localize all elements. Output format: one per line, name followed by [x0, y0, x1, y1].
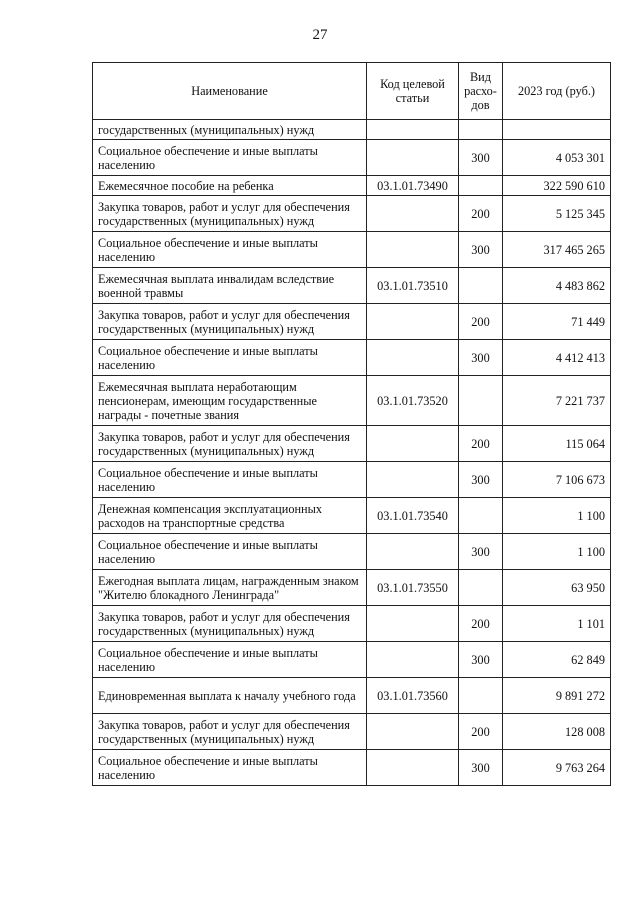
table-row: [93, 498, 611, 534]
table-row: [93, 232, 611, 268]
table-row: [93, 570, 611, 606]
row-name-cell: Закупка товаров, работ и услуг для обеспечения государственных (муниципальных) нужд: [93, 714, 367, 750]
row-code-cell: [367, 606, 459, 642]
row-amount-cell: 7 106 673: [503, 462, 611, 498]
row-type-cell: 200: [459, 196, 503, 232]
header-row: [93, 63, 611, 120]
row-amount-cell: 1 101: [503, 606, 611, 642]
row-name-cell: Социальное обеспечение и иные выплаты населению: [93, 642, 367, 678]
row-name-cell: Закупка товаров, работ и услуг для обеспечения государственных (муниципальных) нужд: [93, 606, 367, 642]
header-name: Наименование: [93, 63, 367, 120]
table-header: [93, 63, 611, 120]
row-name-cell: Денежная компенсация эксплуатационных расходов на транспортные средства: [93, 498, 367, 534]
row-code-cell: [367, 304, 459, 340]
row-amount-cell: 1 100: [503, 498, 611, 534]
row-amount-cell: 4 053 301: [503, 140, 611, 176]
table-row: [93, 120, 611, 140]
row-amount-cell: 4 483 862: [503, 268, 611, 304]
row-type-cell: 200: [459, 426, 503, 462]
row-amount-cell: 322 590 610: [503, 176, 611, 196]
row-amount-cell: 63 950: [503, 570, 611, 606]
row-name-cell: Социальное обеспечение и иные выплаты населению: [93, 462, 367, 498]
row-name-cell: Единовременная выплата к началу учебного года: [93, 678, 367, 714]
row-type-cell: 200: [459, 714, 503, 750]
row-type-cell: 300: [459, 462, 503, 498]
row-code-cell: [367, 196, 459, 232]
header-code: Код целевой статьи: [367, 63, 459, 120]
table-row: [93, 462, 611, 498]
table-row: [93, 714, 611, 750]
row-name-cell: Ежемесячное пособие на ребенка: [93, 176, 367, 196]
table-row: [93, 606, 611, 642]
row-code-cell: 03.1.01.73560: [367, 678, 459, 714]
row-amount-cell: 9 891 272: [503, 678, 611, 714]
header-type: Вид расхо-дов: [459, 63, 503, 120]
row-amount-cell: 317 465 265: [503, 232, 611, 268]
row-type-cell: 300: [459, 750, 503, 786]
table-row: [93, 268, 611, 304]
row-type-cell: 200: [459, 304, 503, 340]
row-name-cell: Социальное обеспечение и иные выплаты населению: [93, 232, 367, 268]
row-amount-cell: [503, 120, 611, 140]
table-row: [93, 376, 611, 426]
table-row: [93, 176, 611, 196]
table-row: [93, 534, 611, 570]
row-name-cell: Закупка товаров, работ и услуг для обеспечения государственных (муниципальных) нужд: [93, 196, 367, 232]
row-amount-cell: 128 008: [503, 714, 611, 750]
row-code-cell: [367, 462, 459, 498]
row-code-cell: 03.1.01.73510: [367, 268, 459, 304]
row-amount-cell: 5 125 345: [503, 196, 611, 232]
row-code-cell: [367, 140, 459, 176]
row-amount-cell: 1 100: [503, 534, 611, 570]
row-code-cell: [367, 232, 459, 268]
row-name-cell: государственных (муниципальных) нужд: [93, 120, 367, 140]
row-type-cell: 300: [459, 232, 503, 268]
table-row: [93, 140, 611, 176]
row-type-cell: [459, 176, 503, 196]
table-row: [93, 426, 611, 462]
row-name-cell: Закупка товаров, работ и услуг для обеспечения государственных (муниципальных) нужд: [93, 304, 367, 340]
row-code-cell: [367, 340, 459, 376]
row-code-cell: 03.1.01.73550: [367, 570, 459, 606]
row-amount-cell: 71 449: [503, 304, 611, 340]
page-number: 27: [312, 27, 328, 43]
row-type-cell: [459, 570, 503, 606]
row-name-cell: Социальное обеспечение и иные выплаты населению: [93, 340, 367, 376]
table-row: [93, 304, 611, 340]
row-type-cell: 300: [459, 642, 503, 678]
header-amount: 2023 год (руб.): [503, 63, 611, 120]
row-code-cell: 03.1.01.73540: [367, 498, 459, 534]
row-code-cell: [367, 714, 459, 750]
table-row: [93, 750, 611, 786]
row-code-cell: [367, 534, 459, 570]
table-row: [93, 678, 611, 714]
row-code-cell: [367, 750, 459, 786]
row-amount-cell: 62 849: [503, 642, 611, 678]
row-code-cell: [367, 642, 459, 678]
table-body: [93, 120, 611, 786]
row-amount-cell: 115 064: [503, 426, 611, 462]
row-type-cell: [459, 120, 503, 140]
row-name-cell: Социальное обеспечение и иные выплаты населению: [93, 750, 367, 786]
row-type-cell: [459, 376, 503, 426]
row-name-cell: Ежемесячная выплата инвалидам вследствие военной травмы: [93, 268, 367, 304]
row-amount-cell: 7 221 737: [503, 376, 611, 426]
budget-table: [92, 62, 611, 786]
row-code-cell: [367, 426, 459, 462]
row-code-cell: 03.1.01.73520: [367, 376, 459, 426]
row-type-cell: 300: [459, 340, 503, 376]
row-type-cell: [459, 498, 503, 534]
table-row: [93, 340, 611, 376]
row-code-cell: 03.1.01.73490: [367, 176, 459, 196]
row-amount-cell: 9 763 264: [503, 750, 611, 786]
row-type-cell: 200: [459, 606, 503, 642]
table-row: [93, 196, 611, 232]
row-type-cell: [459, 268, 503, 304]
row-code-cell: [367, 120, 459, 140]
row-type-cell: 300: [459, 140, 503, 176]
row-type-cell: 300: [459, 534, 503, 570]
row-name-cell: Ежемесячная выплата неработающим пенсионерам, имеющим государственные награды - почетные звания: [93, 376, 367, 426]
row-amount-cell: 4 412 413: [503, 340, 611, 376]
row-name-cell: Ежегодная выплата лицам, награжденным знаком "Жителю блокадного Ленинграда": [93, 570, 367, 606]
row-name-cell: Социальное обеспечение и иные выплаты населению: [93, 140, 367, 176]
row-name-cell: Закупка товаров, работ и услуг для обеспечения государственных (муниципальных) нужд: [93, 426, 367, 462]
row-type-cell: [459, 678, 503, 714]
row-name-cell: Социальное обеспечение и иные выплаты населению: [93, 534, 367, 570]
table-row: [93, 642, 611, 678]
